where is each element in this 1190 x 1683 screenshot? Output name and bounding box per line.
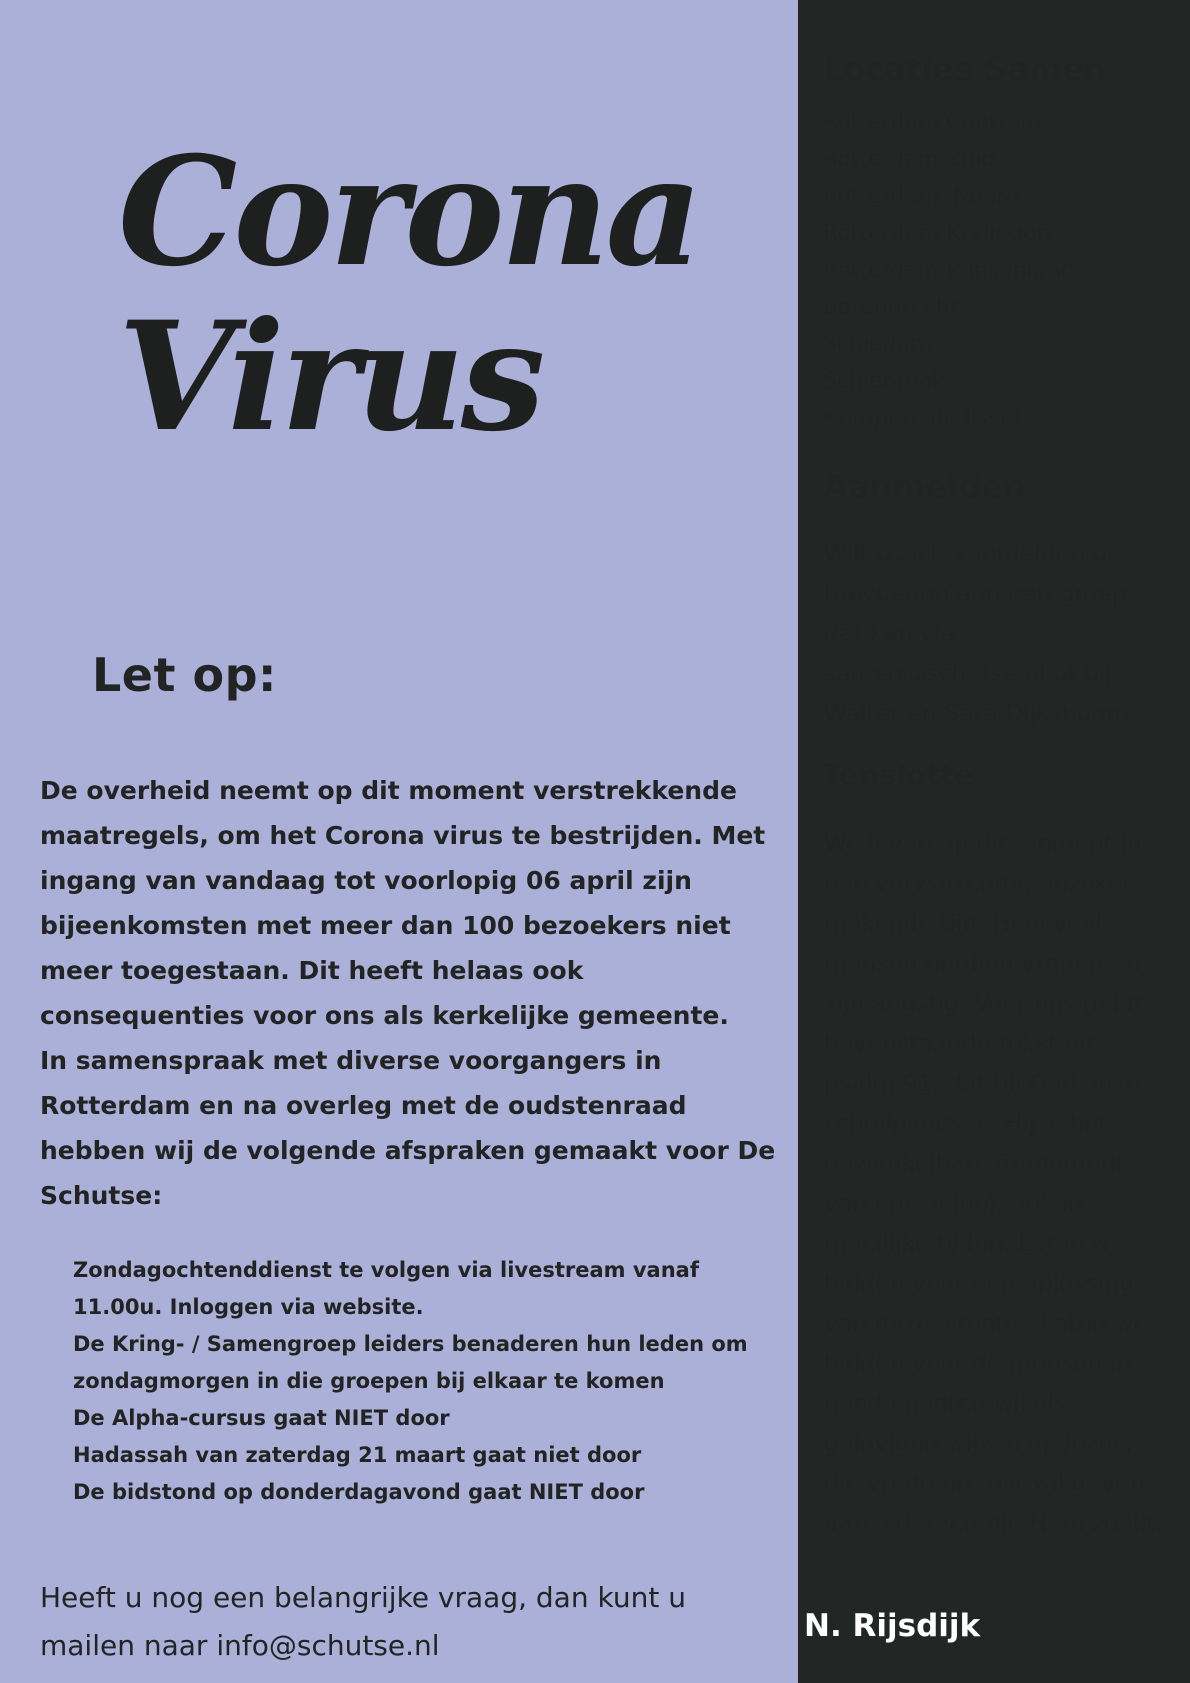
locations-list — [823, 104, 1075, 437]
location-item: Barendrecht — [823, 295, 959, 320]
signup-heading: Aanmelden — [823, 468, 1026, 506]
closing-text: We leven op dit moment in een verwarrende, onzeker makende tijd. Heel veel mensen hebben vragen en zijn angstig. Voor ons geldt bovenstaande tekst uit psalm 91, dat bij God onze schuilplaats is. Hij is het onwankelbare fundament van ons geloof, ook in moeilijke tijden. Laten we bidden voor een oplossing van deze situatie. Laten we bidden voor de mensen in nood en laten wij als gelovigen wijzen op Jezus, die vrede en rust wil geven aan iedereen die Hem zoekt. — [824, 829, 1164, 1537]
notice-heading: Let op: — [92, 648, 277, 702]
signup-text: Wilt u zich aanmelden of toevoegen aan een groep, dat kan via samen@schutse.nl of bij Walter en Sara Dijkshoorn — [824, 539, 1135, 727]
contact-text: Heeft u nog een belangrijke vraag, dan kunt u mailen naar info@schutse.nl — [40, 1581, 686, 1662]
title-line-2: Virus — [118, 289, 542, 465]
closing-heading: Tenslotte — [823, 758, 974, 792]
notice-paragraph-1: De overheid neemt op dit moment verstrekkende maatregels, om het Corona virus te bestrijden. Met ingang van vandaag tot voorlopig 06 april zijn bijeenkomsten met meer dan 100 bezoekers niet meer toegestaan. Dit heeft helaas ook consequenties voor ons als kerkelijke gemeente. — [40, 776, 766, 1030]
location-item: Rotterdam Centrum — [823, 110, 1042, 135]
location-item: Rotterdam Prinsenland — [823, 258, 1075, 283]
title-line-1: Corona — [118, 124, 699, 300]
location-item: Rotterdam Zuid — [823, 147, 996, 172]
measures-list — [73, 1252, 763, 1511]
location-item: Schiebroek — [823, 369, 945, 394]
measure-item: De bidstond op donderdagavond gaat NIET door — [73, 1480, 645, 1504]
locations-heading: Locaties Samen — [823, 50, 1107, 88]
location-item: Schiedam — [823, 332, 932, 357]
page-title — [118, 124, 699, 465]
location-item: Rotterdam Kralingen — [823, 221, 1051, 246]
notice-paragraph-2: In samenspraak met diverse voorgangers in Rotterdam en na overleg met de oudstenraad hebben wij de volgende afspraken gemaakt voor De Schutse: — [40, 1046, 776, 1210]
measure-item: De Kring- / Samengroep leiders benaderen hun leden om zondagmorgen in die groepen bij elkaar te komen — [73, 1332, 748, 1393]
measure-item: Zondagochtenddienst te volgen via livestream vanaf 11.00u. Inloggen via website. — [73, 1258, 699, 1319]
notice-intro — [40, 768, 785, 1218]
location-item: Krimpen a/d IJssel — [823, 406, 1020, 431]
location-item: Rotterdam Noord — [823, 184, 1020, 209]
measure-item: De Alpha-cursus gaat NIET door — [73, 1406, 450, 1430]
measure-item: Hadassah van zaterdag 21 maart gaat niet door — [73, 1443, 642, 1467]
signature: N. Rijsdijk — [804, 1608, 981, 1644]
